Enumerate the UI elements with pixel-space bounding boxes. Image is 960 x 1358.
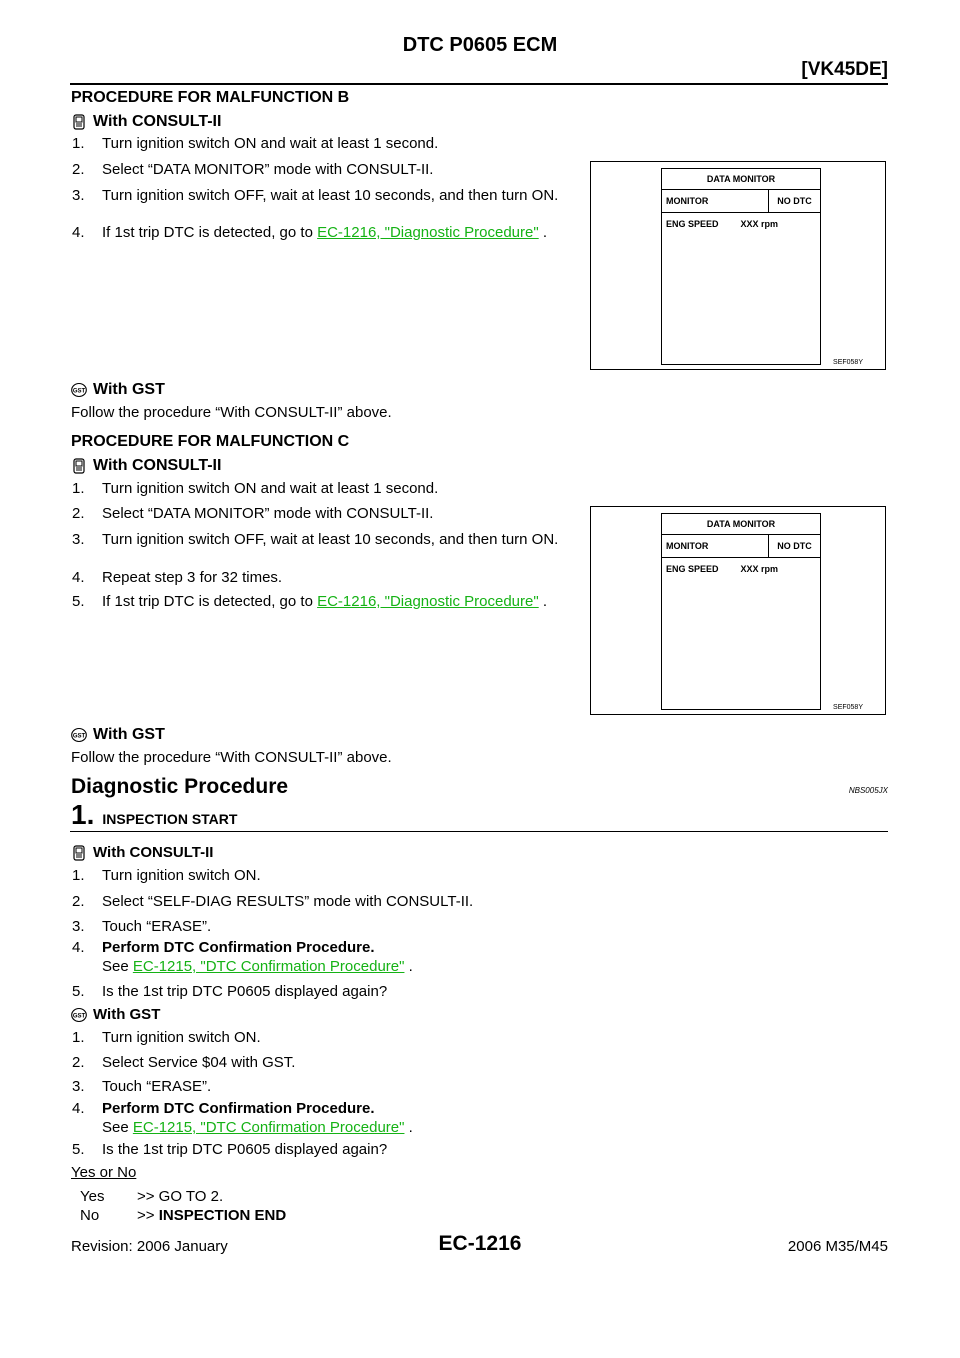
step-text: Turn ignition switch OFF, wait at least 10 seconds, and then turn ON.: [102, 187, 559, 204]
step-text: [102, 1099, 580, 1137]
answer-yes: [80, 1188, 223, 1205]
answer-value: INSPECTION END: [158, 1207, 287, 1224]
diagnostic-procedure-link[interactable]: EC-1216, "Diagnostic Procedure": [317, 224, 539, 241]
yes-or-no-label: Yes or No: [71, 1164, 137, 1181]
screen-item-row: [662, 558, 820, 574]
diag-consult-step: [72, 938, 580, 976]
step-text-post: .: [404, 958, 413, 975]
step-text: Select “DATA MONITOR” mode with CONSULT-II.: [102, 505, 434, 522]
malf-c-step: [72, 531, 580, 549]
step-text: [102, 224, 580, 242]
gst-icon: [71, 1007, 87, 1023]
see-text: See: [102, 1119, 133, 1136]
diag-consult-step: [72, 918, 580, 936]
answer-no: [80, 1207, 286, 1224]
step-text: Is the 1st trip DTC P0605 displayed again?: [102, 1141, 388, 1158]
consult-heading-label: With CONSULT-II: [93, 844, 214, 861]
step-number: 1.: [72, 867, 85, 884]
dtc-confirmation-link[interactable]: EC-1215, "DTC Confirmation Procedure": [132, 1119, 405, 1136]
malfunction-c-consult-heading: [71, 457, 221, 475]
step-text: Touch “ERASE”.: [102, 1078, 212, 1095]
malfunction-b-gst-heading: [71, 381, 165, 399]
malfunction-b-consult-heading: [71, 113, 221, 131]
step-text: Is the 1st trip DTC P0605 displayed again?: [102, 983, 388, 1000]
consult-screen: [661, 513, 821, 710]
step-number: 4.: [72, 224, 85, 241]
step-number: 3.: [72, 187, 85, 204]
gst-icon: [71, 382, 87, 398]
step-text: Turn ignition switch ON and wait at least 1 second.: [102, 480, 439, 497]
step-text-post: .: [538, 593, 548, 610]
step-text: Turn ignition switch ON and wait at least 1 second.: [102, 135, 439, 152]
malf-c-step: [72, 505, 580, 523]
diag-consult-step: [72, 983, 580, 1001]
diagnostic-procedure-link[interactable]: EC-1216, "Diagnostic Procedure": [317, 593, 539, 610]
malf-c-step: [72, 569, 580, 587]
step-number: 1.: [72, 1029, 85, 1046]
consult-heading-label: With CONSULT-II: [93, 457, 222, 474]
step-text-pre: If 1st trip DTC is detected, go to: [102, 593, 318, 610]
figure-code: SEF058Y: [833, 359, 863, 366]
step-bold-text: Perform DTC Confirmation Procedure.: [102, 939, 375, 956]
screen-title: DATA MONITOR: [662, 169, 820, 190]
svg-text:GST: GST: [72, 388, 86, 395]
item-label: ENG SPEED: [666, 219, 719, 229]
model-text: 2006 M35/M45: [787, 1238, 888, 1255]
step-text-post: .: [404, 1119, 413, 1136]
step-text-pre: If 1st trip DTC is detected, go to: [102, 224, 318, 241]
screen-title: DATA MONITOR: [662, 514, 820, 535]
step-number: 4.: [72, 1100, 85, 1117]
step-bold-text: Perform DTC Confirmation Procedure.: [102, 1100, 375, 1117]
step-text: [102, 938, 580, 976]
figure-code: SEF058Y: [833, 704, 863, 711]
diag-consult-step: [72, 893, 580, 911]
step-number: 5.: [72, 1141, 85, 1158]
item-value: XXX rpm: [740, 219, 779, 229]
gst-icon: [71, 727, 87, 743]
gst-text: Follow the procedure “With CONSULT-II” above.: [71, 749, 392, 766]
data-monitor-figure: [590, 506, 886, 715]
data-monitor-figure: [590, 161, 886, 370]
inspection-rule: [70, 831, 888, 832]
item-label: ENG SPEED: [666, 564, 719, 574]
diag-gst-step: [72, 1029, 580, 1047]
header-rule: [70, 83, 888, 85]
inspection-step-heading: [71, 799, 237, 831]
malf-c-step: [72, 593, 580, 611]
diag-gst-heading: [71, 1006, 160, 1023]
gst-text: Follow the procedure “With CONSULT-II” above.: [71, 404, 392, 421]
consult-icon: [71, 114, 87, 130]
engine-code: [VK45DE]: [801, 59, 888, 80]
monitor-label: MONITOR: [662, 535, 769, 557]
dtc-status: NO DTC: [777, 541, 812, 551]
malfunction-c-heading: PROCEDURE FOR MALFUNCTION C: [71, 433, 350, 450]
step-text: Turn ignition switch ON.: [102, 867, 261, 884]
svg-text:GST: GST: [72, 1013, 86, 1019]
step-number: 3.: [72, 1078, 85, 1095]
malfunction-b-heading: PROCEDURE FOR MALFUNCTION B: [71, 89, 350, 106]
step-number: 2.: [72, 161, 85, 178]
step-text: Touch “ERASE”.: [102, 918, 212, 935]
diag-consult-heading: [71, 844, 213, 861]
step-number: 4.: [72, 939, 85, 956]
malf-b-step: [72, 135, 580, 153]
step-number: 5.: [72, 593, 85, 610]
dtc-status: NO DTC: [777, 196, 812, 206]
answer-key: No: [80, 1207, 100, 1224]
page-title: DTC P0605 ECM: [402, 34, 558, 56]
monitor-label: MONITOR: [662, 190, 769, 212]
section-tag: NBS005JX: [848, 786, 888, 795]
step-text: [102, 593, 580, 611]
inspection-step-label: INSPECTION START: [102, 811, 238, 827]
step-number: 2.: [72, 893, 85, 910]
gst-heading-label: With GST: [93, 726, 165, 743]
answer-value: >> GO TO 2.: [137, 1188, 224, 1205]
item-value: XXX rpm: [740, 564, 779, 574]
diag-gst-step: [72, 1078, 580, 1096]
see-text: See: [102, 958, 133, 975]
step-text-post: .: [538, 224, 548, 241]
diag-gst-step: [72, 1054, 580, 1072]
step-text: Select Service $04 with GST.: [102, 1054, 296, 1071]
step-number: 2.: [72, 505, 85, 522]
step-text: Select “SELF-DIAG RESULTS” mode with CONSULT-II.: [102, 893, 474, 910]
screen-item-row: [662, 213, 820, 229]
consult-screen: [661, 168, 821, 365]
step-number: 1.: [72, 135, 85, 152]
step-number: 5.: [72, 983, 85, 1000]
step-number: 3.: [72, 918, 85, 935]
revision-text: Revision: 2006 January: [71, 1238, 228, 1255]
malf-c-step: [72, 480, 580, 498]
consult-icon: [71, 845, 87, 861]
step-number: 4.: [72, 569, 85, 586]
diag-gst-step: [72, 1141, 580, 1159]
malf-b-step: [72, 161, 580, 179]
step-number: 3.: [72, 531, 85, 548]
diagnostic-procedure-heading: Diagnostic Procedure: [71, 775, 289, 798]
answer-arrow: >>: [137, 1207, 159, 1224]
consult-icon: [71, 458, 87, 474]
malf-b-step: [72, 187, 580, 205]
malf-b-step: [72, 224, 580, 242]
screen-header-row: [662, 535, 820, 558]
gst-heading-label: With GST: [93, 381, 165, 398]
page-number: EC-1216: [438, 1232, 522, 1255]
gst-heading-label: With GST: [93, 1006, 161, 1023]
diag-consult-step: [72, 867, 580, 885]
step-text: Turn ignition switch ON.: [102, 1029, 261, 1046]
step-text: Turn ignition switch OFF, wait at least 10 seconds, and then turn ON.: [102, 531, 559, 548]
step-number: 2.: [72, 1054, 85, 1071]
answer-key: Yes: [80, 1188, 105, 1205]
svg-text:GST: GST: [72, 733, 86, 740]
inspection-step-number: 1.: [71, 799, 95, 830]
dtc-confirmation-link[interactable]: EC-1215, "DTC Confirmation Procedure": [132, 958, 405, 975]
screen-header-row: [662, 190, 820, 213]
step-text: Select “DATA MONITOR” mode with CONSULT-II.: [102, 161, 434, 178]
step-number: 1.: [72, 480, 85, 497]
consult-heading-label: With CONSULT-II: [93, 113, 222, 130]
diag-gst-step: [72, 1099, 580, 1137]
malfunction-c-gst-heading: [71, 726, 165, 744]
step-text: Repeat step 3 for 32 times.: [102, 569, 283, 586]
